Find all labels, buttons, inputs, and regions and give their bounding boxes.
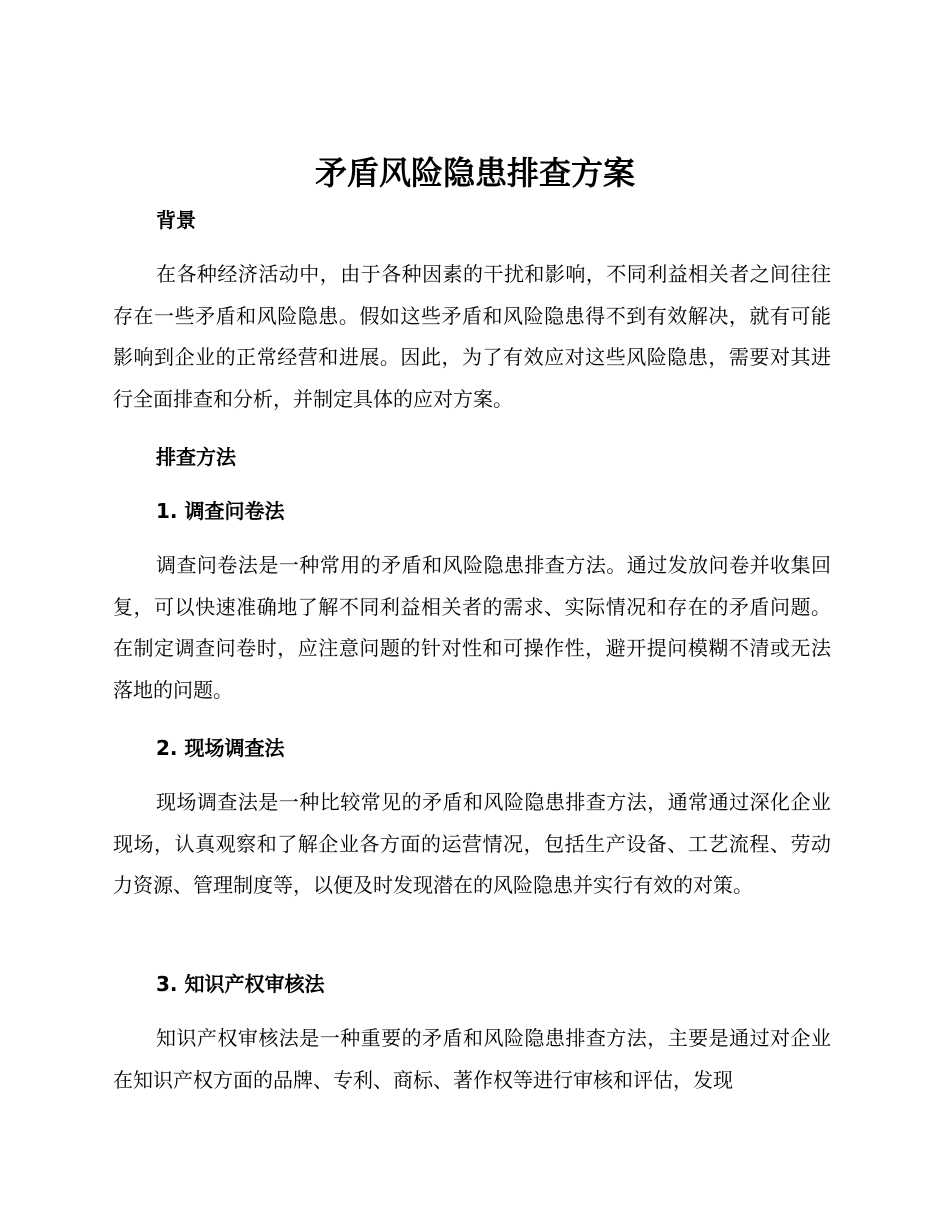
- section-paragraph-onsite: 现场调查法是一种比较常见的矛盾和风险隐患排查方法，通常通过深化企业现场，认真观察和了解企业各方面的运营情况，包括生产设备、工艺流程、劳动力资源、管理制度等，以便及时发现潜在的风险隐患并实行有效的对策。: [113, 790, 831, 897]
- section-heading-methods: 排查方法: [156, 445, 236, 469]
- document-title: 矛盾风险隐患排查方案: [314, 154, 635, 192]
- section-heading-background: 背景: [156, 208, 196, 232]
- section-heading-onsite: 2. 现场调查法: [156, 736, 285, 760]
- section-heading-questionnaire: 1. 调查问卷法: [156, 499, 285, 523]
- section-paragraph-background: 在各种经济活动中，由于各种因素的干扰和影响，不同利益相关者之间往往存在一些矛盾和风险隐患。假如这些矛盾和风险隐患得不到有效解决，就有可能影响到企业的正常经营和进展。因此，为了有效应对这些风险隐患，需要对其进行全面排查和分析，并制定具体的应对方案。: [113, 262, 831, 411]
- section-paragraph-questionnaire: 调查问卷法是一种常用的矛盾和风险隐患排查方法。通过发放问卷并收集回复，可以快速准确地了解不同利益相关者的需求、实际情况和存在的矛盾问题。在制定调查问卷时，应注意问题的针对性和可操作性，避开提问模糊不清或无法落地的问题。: [113, 553, 831, 702]
- section-heading-ip-review: 3. 知识产权审核法: [156, 972, 325, 996]
- section-paragraph-ip-review: 知识产权审核法是一种重要的矛盾和风险隐患排查方法，主要是通过对企业在知识产权方面的品牌、专利、商标、著作权等进行审核和评估，发现: [113, 1026, 831, 1092]
